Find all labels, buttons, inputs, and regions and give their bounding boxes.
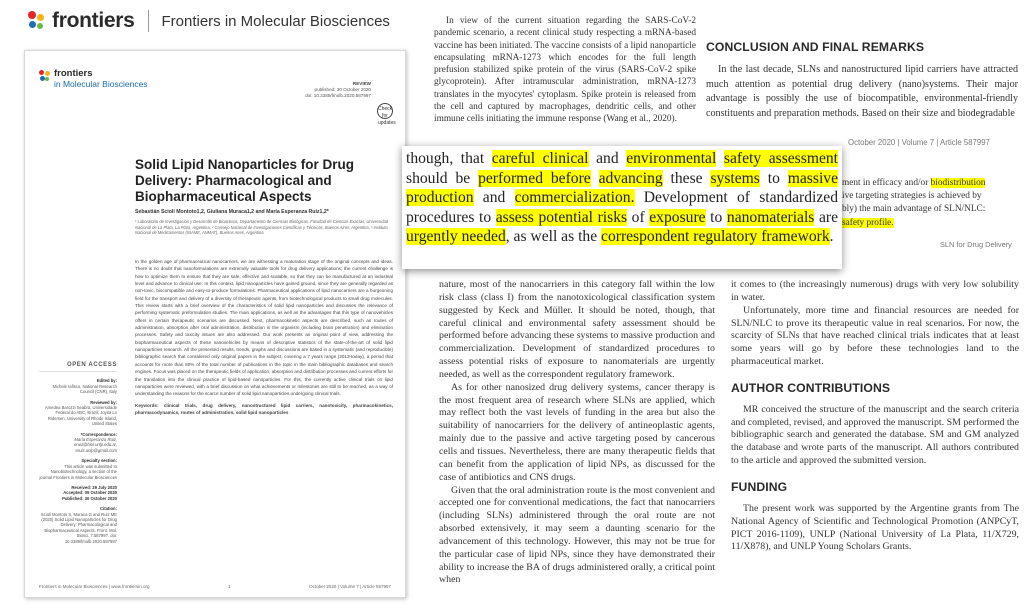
brand-name[interactable]: frontiers	[52, 9, 135, 32]
paper-authors: Sebastián Scioli Montoto1,2, Giuliana Muraca1,2 and María Esperanza Ruiz1,2*	[135, 209, 329, 215]
paragraph-unfortunately: Unfortunately, more time and financial resources are needed for SLN/NLC to prove its therapeutic value in real scenarios. For now, the scarcity of SLNs that have reached clinical trials indicates that at least some years will go by before these technologies land to the pharmaceutical market.	[731, 304, 1019, 368]
abstract-text: In the golden age of pharmaceutical nanocarriers, we are witnessing a maturation stage of the original concepts and ideas. There is no doubt that nanoformulations are extremely valuable tools for drug delivery applications; the current challenge is how to optimize them to ensure that they are safe, effective and scalable, so that they can be manufactured at an industrial level and advance to clinical use. In this context, lipid nanoparticles have gained ground, since they are generally regarded as non-toxic, biocompatible and easy-to-produce formulations. Pharmaceutical applications of lipid nanocarriers are a burgeoning field for the transport and delivery of a diversity of therapeutic agents, from biotechnological products to small drug molecules. This review starts with a brief overview of the characteristics of solid lipid nanoparticles and discusses the relevance of performing systematic preformulation studies. The main applications, as well as the advantages that this type of nanovehicles offers in certain therapeutic scenarios are discussed. Next, pharmacokinetic aspects are described, such as routes of administration, absorption after oral administration, distribution in the organism (including brain penetration) and elimination processes. Safety and toxicity issues are also addressed. Our work presents an original point of view, addressing the biopharmaceutical aspects of these nanovehicles by means of descriptive statistics of the state-of-the-art of solid lipid nanoparticles research. All the presented results, trends, graphs and discussions are based in a systematic (and reproducible) bibliographic search that considered only original papers in the subject, covering a 7 years range (2013-today), a period that accounts for more than 80% of the total number of publications in the topic in the main bibliographic databases and search engines. Focus was placed on the therapeutic fields of application, absorption and distribution processes and current efforts for the translation into the clinical practice of lipid-based nanoparticles. For this, the currently active clinical trials on lipid nanoparticles were reviewed, with a brief discussion on what achievements or milestones are still to be reached, as a way of understanding the reasons for the scarce number of solid lipid nanoparticles undergoing clinical trials.	[135, 259, 393, 397]
doi: doi: 10.3389/fmolb.2020.587997	[305, 93, 371, 98]
paper-abstract	[135, 258, 393, 416]
paragraph-solubility: it comes to (the increasingly numerous) drugs with very low solubility in water.	[731, 279, 1019, 303]
paper-logo-brand: frontiers	[54, 68, 93, 79]
highlight-advancing: advancing	[598, 169, 663, 187]
frontiers-logo-icon[interactable]	[26, 10, 48, 32]
highlight-biodistribution: biodistribution	[930, 178, 986, 188]
main-column-left	[439, 279, 715, 587]
highlight-commercialization: commercialization.	[514, 189, 635, 206]
highlight-performed-before: performed before	[478, 169, 591, 187]
fragment-line-3: bly) the main advantage of SLN/NLC:	[842, 204, 986, 215]
fragment-lines	[842, 177, 1022, 230]
site-header	[0, 0, 430, 42]
author-contributions-text: MR conceived the structure of the manuscript and the search criteria and completed, revised, and approved the manuscript. SM performed the bibliographic search and generated the database. SM and GM analyzed the database and wrote parts of the manuscript. All authors contributed to the article and approved the submitted version.	[731, 403, 1019, 467]
paper-footer	[39, 584, 391, 589]
conclusion-text: In the last decade, SLNs and nanostructured lipid carriers have attracted much attention as potential drug delivery (nano)systems. Their major advantage is possibly the use of biocompatible, environmental-friendly constituents and preparation methods. Based on their size and biodegradable	[706, 64, 1018, 119]
article-type: REVIEW	[352, 81, 371, 86]
funding-heading: FUNDING	[731, 479, 788, 494]
published-short: Published: 30 October 2020	[62, 495, 117, 501]
reviewed-label: Reviewed by:	[90, 399, 117, 405]
paper-logo	[39, 69, 148, 90]
paper-logo-journal: in Molecular Biosciences	[54, 79, 148, 89]
highlight-assess-potential-risks: assess potential risks	[495, 208, 628, 226]
accepted-date: Accepted: 05 October 2020	[63, 490, 117, 496]
citation: Scioli Montoto S, Muraca G and Ruiz ME (2020) Solid Lipid Nanoparticles for Drug Delivery: Pharmacological and Biopharmaceutical Aspects. Front. Mol. Biosci. 7:587997. doi: 10.3389/fmolb.2020.587997	[40, 511, 117, 544]
funding-text: The present work was supported by the Argentine grants from The National Agency of Scientific and Technological Promotion (ANPCyT, PICT 2016-1109), UNLP (National University of La Plata, 11/X729, 11/X878), and UNLP Young Scholars Grants.	[731, 502, 1019, 553]
paragraph-nature: nature, most of the nanocarriers in this category fall within the low risk class (class I) from the nanotoxicological classification system suggested by Keck and Müller. It should be noted, though, that careful clinical and environmental safety assessment should be performed before advancing these systems to massive production and commercialization. Development of standardized procedures to assess potential risks of exposure to nanomaterials are urgently needed, as well as the correspondent regulatory framework.	[439, 279, 715, 380]
highlight-exposure: exposure	[649, 208, 706, 226]
frontiers-logo-icon	[39, 70, 51, 82]
paragraph-cancer: As for other nanosized drug delivery systems, cancer therapy is the most frequent area of research where SLNs are applied, which may reflect both the vast levels of funding in the area but also the suitability of nanocarriers for the delivery of antineoplastic agents, mainly due to the passive and active targeting posed by cancerous cells and tissues. Nevertheless, there are many therapeutic fields that can benefit from the application of lipid NPs, as discussed for the case of antibiotics and CNS drugs.	[439, 381, 715, 483]
highlight-careful-clinical: careful clinical	[491, 150, 589, 167]
keywords: Keywords: clinical trials, drug delivery, nanostructured lipid carriers, nanotoxicity, pharmacokinetics, pharmacodynamics, routes of administration, solid lipid nanoparticles	[135, 402, 393, 415]
check-updates-icon[interactable]: Check for updates	[377, 103, 393, 119]
conclusion-heading: CONCLUSION AND FINAL REMARKS	[706, 40, 925, 54]
conclusion-section	[706, 40, 1018, 121]
citation-label: Citation:	[100, 506, 117, 512]
journal-name[interactable]: Frontiers in Molecular Biosciences	[161, 12, 390, 30]
header-divider	[148, 10, 149, 32]
footer-journal: Frontiers in Molecular Biosciences | www.frontiersin.org	[39, 584, 150, 589]
paper-meta	[305, 81, 371, 99]
zoom-callout: though, that careful clinical and environmental safety assessment should be performed before advancing these systems to massive production and commercialization. Development of standardized procedures to assess potential risks of exposure to nanomaterials are urgently needed, as well as the correspondent regulatory framework.	[402, 146, 842, 269]
paper-sidebar	[39, 363, 117, 549]
author-contributions-heading: AUTHOR CONTRIBUTIONS	[731, 380, 891, 395]
footer-volume: October 2020 | Volume 7 | Article 587997	[309, 584, 391, 589]
paragraph-text: In view of the current situation regarding the SARS-CoV-2 pandemic scenario, a recent clinical study respecting a mRNA-based vaccine has been initiated. The vaccine consists of a lipid nanoparticle encapsulating mRNA-1273 which encodes for the full length prefusion stabilized spike protein of the virus (SARS-CoV-2 spike glycoprotein). After intramuscular administration, mRNA-1273 translates in the myocytes' cytoplasm. Spike protein is released from the cell and captured by macrophages, dendritic cells, and other immune cells initiating the immune response (Wang et al., 2020).	[434, 16, 696, 125]
fragment-meta: October 2020 | Volume 7 | Article 587997	[848, 138, 990, 147]
section-label: Specialty section:	[81, 458, 117, 464]
highlight-environmental: environmental	[626, 150, 717, 167]
main-column-right	[731, 279, 1019, 554]
paper-first-page	[24, 50, 406, 598]
correspondence: María Esperanza Ruiz, eruiz@biol.unlp.edu.ar, eruiz.unlp@gmail.com	[74, 437, 117, 453]
running-head: SLN for Drug Delivery	[940, 240, 1012, 249]
editor: Michele Iafisco, National Research Council (CNR), Italy	[52, 383, 117, 395]
received-date: Received: 29 July 2020	[71, 484, 117, 490]
specialty-section: This article was submitted to Nanobiotechnology, a section of the journal Frontiers in Molecular Biosciences	[39, 463, 117, 480]
correspondence-label: *Correspondence:	[80, 431, 117, 437]
highlight-systems: systems	[710, 169, 760, 187]
highlight-urgently-needed: urgently needed	[406, 228, 506, 245]
fragment-line-1: ment in efficacy and/or	[842, 178, 931, 188]
paper-title: Solid Lipid Nanoparticles for Drug Delivery: Pharmacological and Biopharmaceutical Aspects	[135, 157, 355, 204]
open-access-label: OPEN ACCESS	[39, 363, 117, 372]
paper-affiliations: ¹ Laboratorio de Investigación y Desarrollo de Bioactivos, Departamento de Ciencias Biológicas, Facultad de Ciencias Exactas, Universidad Nacional de La Plata, La Plata, Argentina, ² Consejo Nacional de Investigaciones Científicas y Técnicas, Buenos Aires, Argentina, ³ Instituto Nacional de Medicamentos (INAME, ANMAT), Buenos Aires, Argentina	[135, 219, 389, 236]
published-date: published: 30 October 2020	[314, 87, 371, 92]
fragment-line-2: ive targeting strategies is achieved by	[842, 191, 982, 202]
highlight-massive-production: massive production	[406, 169, 838, 206]
sars-cov-2-paragraph	[434, 15, 696, 126]
highlight-safety-assessment: safety assessment	[723, 150, 839, 167]
reviewers: Amedea Barozzi Seabra, Universidade Federal do ABC, Brazil; Joyita Lo Ridersen, University of Rhode Island, United States	[44, 405, 117, 427]
edited-label: Edited by:	[96, 378, 117, 384]
highlight-nanomaterials: nanomaterials	[726, 208, 815, 226]
paragraph-oral: Given that the oral administration route is the most convenient and accepted one for conventional medications, the fact that nanocarriers (including SLNs) administered through the oral route are not absorbed extensively, it may seem a daunting scenario for the advancement of this technology. However, this may not be true for the particular case of lipid NPs, since they have demonstrated their ability to increase the BA of drugs administered orally, a critical point when	[439, 484, 715, 586]
footer-page-number: 1	[228, 584, 231, 589]
highlight-safety-profile: safety profile.	[842, 217, 894, 228]
highlight-regulatory-framework: correspondent regulatory framework	[601, 228, 830, 245]
